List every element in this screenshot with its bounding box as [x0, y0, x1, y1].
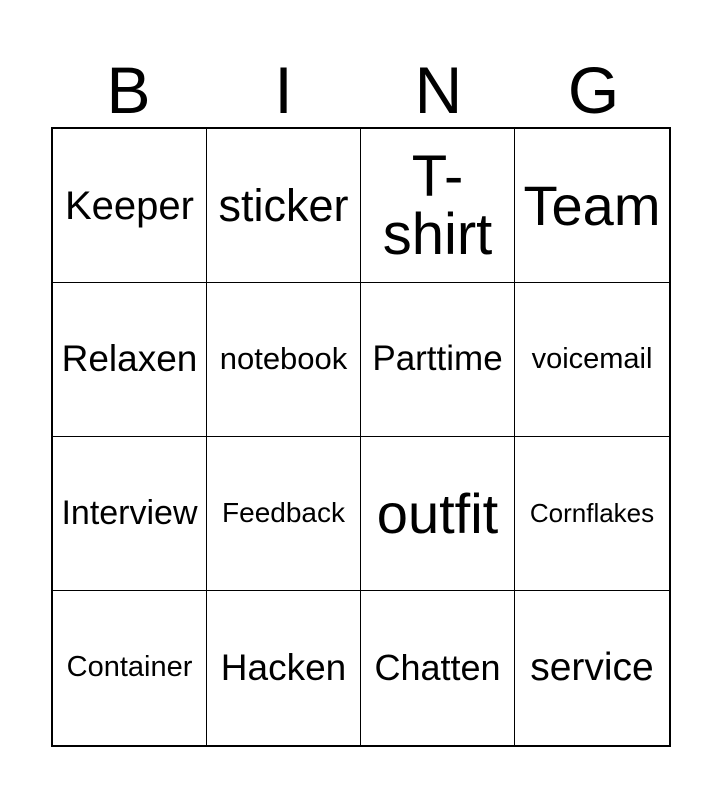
bingo-cell-relaxen[interactable]	[53, 283, 207, 437]
bingo-cell-container[interactable]	[53, 591, 207, 745]
cell-label: Chatten	[374, 647, 501, 689]
cell-label: notebook	[219, 341, 348, 377]
bingo-cell-service[interactable]	[515, 591, 669, 745]
cell-label: service	[530, 645, 654, 689]
cell-label: Cornflakes	[529, 498, 655, 529]
header-letter-g: G	[567, 53, 620, 127]
bingo-board	[51, 127, 671, 747]
bingo-header	[51, 52, 671, 128]
bingo-cell-chatten[interactable]	[361, 591, 515, 745]
header-letter-b: B	[106, 53, 151, 127]
cell-label: Team	[523, 173, 661, 237]
bingo-cell-parttime[interactable]	[361, 283, 515, 437]
cell-label: Hacken	[220, 646, 347, 688]
header-letter-i: I	[274, 53, 293, 127]
bingo-cell-sticker[interactable]	[207, 129, 361, 283]
cell-label: T-shirt	[382, 143, 493, 267]
cell-label: Interview	[61, 493, 198, 532]
bingo-cell-keeper[interactable]	[53, 129, 207, 283]
bingo-cell-voicemail[interactable]	[515, 283, 669, 437]
bingo-cell-team[interactable]	[515, 129, 669, 283]
bingo-cell-notebook[interactable]	[207, 283, 361, 437]
bingo-cell-interview[interactable]	[53, 437, 207, 591]
cell-label: voicemail	[531, 342, 653, 375]
cell-label: Container	[66, 651, 193, 684]
bingo-cell-hacken[interactable]	[207, 591, 361, 745]
cell-label: Parttime	[372, 339, 503, 379]
bingo-cell-feedback[interactable]	[207, 437, 361, 591]
bingo-cell-outfit[interactable]	[361, 437, 515, 591]
header-letter-n: N	[414, 53, 463, 127]
cell-label: sticker	[218, 179, 349, 231]
cell-label: Feedback	[222, 497, 345, 529]
cell-label: Keeper	[65, 183, 194, 228]
bingo-cell-cornflakes[interactable]	[515, 437, 669, 591]
cell-label: Relaxen	[61, 338, 198, 380]
bingo-cell-t-shirt[interactable]	[361, 129, 515, 283]
cell-label: outfit	[376, 481, 499, 545]
